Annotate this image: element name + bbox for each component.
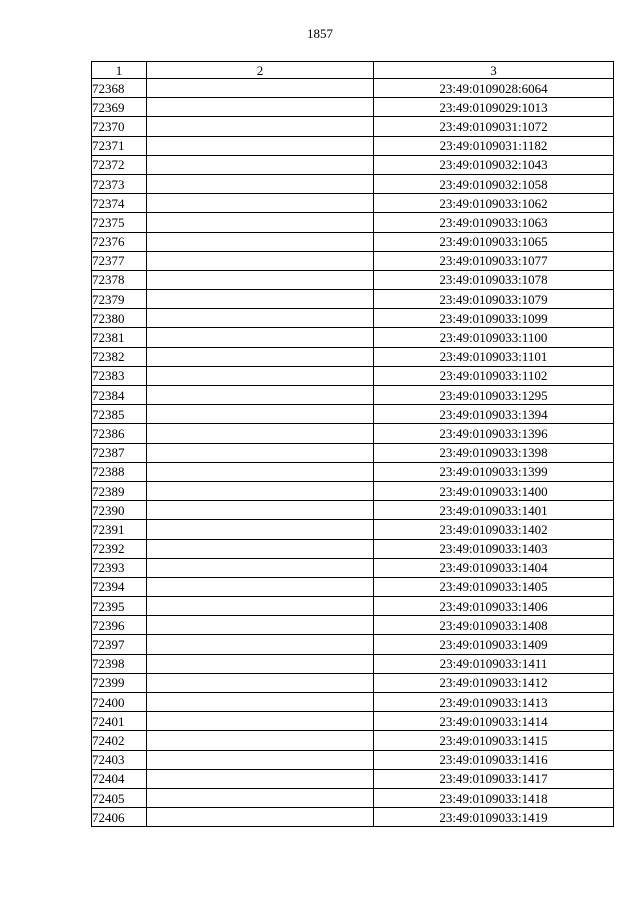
cadastral-number-cell: 23:49:0109028:6064 — [374, 79, 614, 98]
cadastral-number-cell: 23:49:0109033:1079 — [374, 290, 614, 309]
cadastral-number-cell: 23:49:0109033:1394 — [374, 405, 614, 424]
cadastral-number-cell: 23:49:0109033:1065 — [374, 232, 614, 251]
column-header-3: 3 — [374, 62, 614, 79]
table-row — [92, 270, 614, 289]
row-number-cell: 72395 — [92, 597, 147, 616]
cadastral-number-cell: 23:49:0109033:1062 — [374, 194, 614, 213]
table-row — [92, 347, 614, 366]
table-row — [92, 443, 614, 462]
row-number-cell: 72402 — [92, 731, 147, 750]
header-row — [92, 62, 614, 79]
row-empty-cell — [147, 98, 374, 117]
row-number-cell: 72372 — [92, 155, 147, 174]
cadastral-number-cell: 23:49:0109033:1404 — [374, 558, 614, 577]
table-row — [92, 673, 614, 692]
row-empty-cell — [147, 251, 374, 270]
table-row — [92, 693, 614, 712]
row-empty-cell — [147, 347, 374, 366]
row-empty-cell — [147, 117, 374, 136]
row-empty-cell — [147, 366, 374, 385]
row-number-cell: 72406 — [92, 808, 147, 827]
table-row — [92, 808, 614, 827]
row-empty-cell — [147, 405, 374, 424]
table-row — [92, 750, 614, 769]
cadastral-number-cell: 23:49:0109033:1396 — [374, 424, 614, 443]
table-row — [92, 174, 614, 193]
table-row — [92, 309, 614, 328]
row-empty-cell — [147, 194, 374, 213]
row-empty-cell — [147, 769, 374, 788]
cadastral-number-cell: 23:49:0109032:1058 — [374, 174, 614, 193]
table-row — [92, 366, 614, 385]
table-row — [92, 769, 614, 788]
table-row — [92, 251, 614, 270]
table-row — [92, 405, 614, 424]
row-number-cell: 72381 — [92, 328, 147, 347]
cadastral-number-cell: 23:49:0109033:1295 — [374, 386, 614, 405]
row-empty-cell — [147, 808, 374, 827]
row-empty-cell — [147, 424, 374, 443]
row-number-cell: 72386 — [92, 424, 147, 443]
row-number-cell: 72382 — [92, 347, 147, 366]
table-row — [92, 577, 614, 596]
cadastral-number-cell: 23:49:0109033:1063 — [374, 213, 614, 232]
row-number-cell: 72393 — [92, 558, 147, 577]
row-number-cell: 72373 — [92, 174, 147, 193]
cadastral-number-cell: 23:49:0109033:1398 — [374, 443, 614, 462]
table-row — [92, 386, 614, 405]
cadastral-number-cell: 23:49:0109033:1414 — [374, 712, 614, 731]
registry-table — [91, 61, 614, 827]
row-empty-cell — [147, 290, 374, 309]
row-empty-cell — [147, 501, 374, 520]
row-empty-cell — [147, 750, 374, 769]
row-number-cell: 72389 — [92, 481, 147, 500]
table-row — [92, 424, 614, 443]
row-empty-cell — [147, 328, 374, 347]
row-empty-cell — [147, 731, 374, 750]
table-row — [92, 558, 614, 577]
cadastral-number-cell: 23:49:0109033:1102 — [374, 366, 614, 385]
row-number-cell: 72398 — [92, 654, 147, 673]
table-row — [92, 597, 614, 616]
row-number-cell: 72378 — [92, 270, 147, 289]
row-empty-cell — [147, 597, 374, 616]
table-row — [92, 290, 614, 309]
cadastral-number-cell: 23:49:0109033:1416 — [374, 750, 614, 769]
row-empty-cell — [147, 462, 374, 481]
table-row — [92, 654, 614, 673]
row-empty-cell — [147, 79, 374, 98]
cadastral-number-cell: 23:49:0109033:1100 — [374, 328, 614, 347]
table-row — [92, 788, 614, 807]
row-empty-cell — [147, 136, 374, 155]
row-number-cell: 72405 — [92, 788, 147, 807]
row-number-cell: 72384 — [92, 386, 147, 405]
row-number-cell: 72379 — [92, 290, 147, 309]
cadastral-number-cell: 23:49:0109033:1400 — [374, 481, 614, 500]
row-empty-cell — [147, 577, 374, 596]
row-number-cell: 72400 — [92, 693, 147, 712]
cadastral-number-cell: 23:49:0109033:1401 — [374, 501, 614, 520]
row-empty-cell — [147, 213, 374, 232]
table-row — [92, 462, 614, 481]
row-empty-cell — [147, 443, 374, 462]
row-number-cell: 72374 — [92, 194, 147, 213]
cadastral-number-cell: 23:49:0109032:1043 — [374, 155, 614, 174]
cadastral-number-cell: 23:49:0109033:1077 — [374, 251, 614, 270]
table-row — [92, 232, 614, 251]
row-number-cell: 72369 — [92, 98, 147, 117]
page-number: 1857 — [307, 26, 333, 41]
row-number-cell: 72396 — [92, 616, 147, 635]
row-empty-cell — [147, 635, 374, 654]
row-number-cell: 72380 — [92, 309, 147, 328]
table-row — [92, 79, 614, 98]
row-empty-cell — [147, 155, 374, 174]
cadastral-number-cell: 23:49:0109033:1399 — [374, 462, 614, 481]
cadastral-number-cell: 23:49:0109033:1411 — [374, 654, 614, 673]
cadastral-number-cell: 23:49:0109029:1013 — [374, 98, 614, 117]
row-empty-cell — [147, 693, 374, 712]
cadastral-number-cell: 23:49:0109033:1413 — [374, 693, 614, 712]
row-number-cell: 72371 — [92, 136, 147, 155]
row-number-cell: 72391 — [92, 520, 147, 539]
cadastral-number-cell: 23:49:0109033:1406 — [374, 597, 614, 616]
cadastral-number-cell: 23:49:0109033:1408 — [374, 616, 614, 635]
row-number-cell: 72394 — [92, 577, 147, 596]
table-row — [92, 136, 614, 155]
table-row — [92, 117, 614, 136]
column-header-2: 2 — [147, 62, 374, 79]
cadastral-number-cell: 23:49:0109033:1415 — [374, 731, 614, 750]
row-number-cell: 72383 — [92, 366, 147, 385]
row-empty-cell — [147, 712, 374, 731]
row-number-cell: 72385 — [92, 405, 147, 424]
table-row — [92, 501, 614, 520]
row-number-cell: 72388 — [92, 462, 147, 481]
row-empty-cell — [147, 386, 374, 405]
cadastral-number-cell: 23:49:0109033:1099 — [374, 309, 614, 328]
table-row — [92, 481, 614, 500]
row-number-cell: 72392 — [92, 539, 147, 558]
row-empty-cell — [147, 673, 374, 692]
table-row — [92, 731, 614, 750]
cadastral-number-cell: 23:49:0109031:1072 — [374, 117, 614, 136]
row-number-cell: 72370 — [92, 117, 147, 136]
row-number-cell: 72401 — [92, 712, 147, 731]
row-empty-cell — [147, 558, 374, 577]
table-row — [92, 155, 614, 174]
table-row — [92, 635, 614, 654]
row-number-cell: 72397 — [92, 635, 147, 654]
table-row — [92, 616, 614, 635]
row-number-cell: 72375 — [92, 213, 147, 232]
table-row — [92, 98, 614, 117]
table-row — [92, 712, 614, 731]
table-row — [92, 539, 614, 558]
row-number-cell: 72399 — [92, 673, 147, 692]
table-row — [92, 213, 614, 232]
cadastral-number-cell: 23:49:0109033:1078 — [374, 270, 614, 289]
cadastral-number-cell: 23:49:0109033:1419 — [374, 808, 614, 827]
cadastral-number-cell: 23:49:0109033:1402 — [374, 520, 614, 539]
row-empty-cell — [147, 788, 374, 807]
row-empty-cell — [147, 309, 374, 328]
table-row — [92, 194, 614, 213]
row-number-cell: 72368 — [92, 79, 147, 98]
row-empty-cell — [147, 174, 374, 193]
row-number-cell: 72404 — [92, 769, 147, 788]
table-body — [92, 79, 614, 827]
column-header-1: 1 — [92, 62, 147, 79]
row-empty-cell — [147, 616, 374, 635]
table-row — [92, 520, 614, 539]
cadastral-number-cell: 23:49:0109033:1418 — [374, 788, 614, 807]
row-number-cell: 72376 — [92, 232, 147, 251]
cadastral-number-cell: 23:49:0109033:1101 — [374, 347, 614, 366]
cadastral-number-cell: 23:49:0109033:1405 — [374, 577, 614, 596]
cadastral-number-cell: 23:49:0109033:1417 — [374, 769, 614, 788]
row-empty-cell — [147, 520, 374, 539]
row-number-cell: 72377 — [92, 251, 147, 270]
row-empty-cell — [147, 270, 374, 289]
cadastral-number-cell: 23:49:0109033:1403 — [374, 539, 614, 558]
cadastral-number-cell: 23:49:0109033:1412 — [374, 673, 614, 692]
table-row — [92, 328, 614, 347]
row-empty-cell — [147, 481, 374, 500]
row-empty-cell — [147, 232, 374, 251]
cadastral-number-cell: 23:49:0109033:1409 — [374, 635, 614, 654]
row-empty-cell — [147, 539, 374, 558]
row-number-cell: 72403 — [92, 750, 147, 769]
row-number-cell: 72387 — [92, 443, 147, 462]
row-empty-cell — [147, 654, 374, 673]
row-number-cell: 72390 — [92, 501, 147, 520]
cadastral-number-cell: 23:49:0109031:1182 — [374, 136, 614, 155]
